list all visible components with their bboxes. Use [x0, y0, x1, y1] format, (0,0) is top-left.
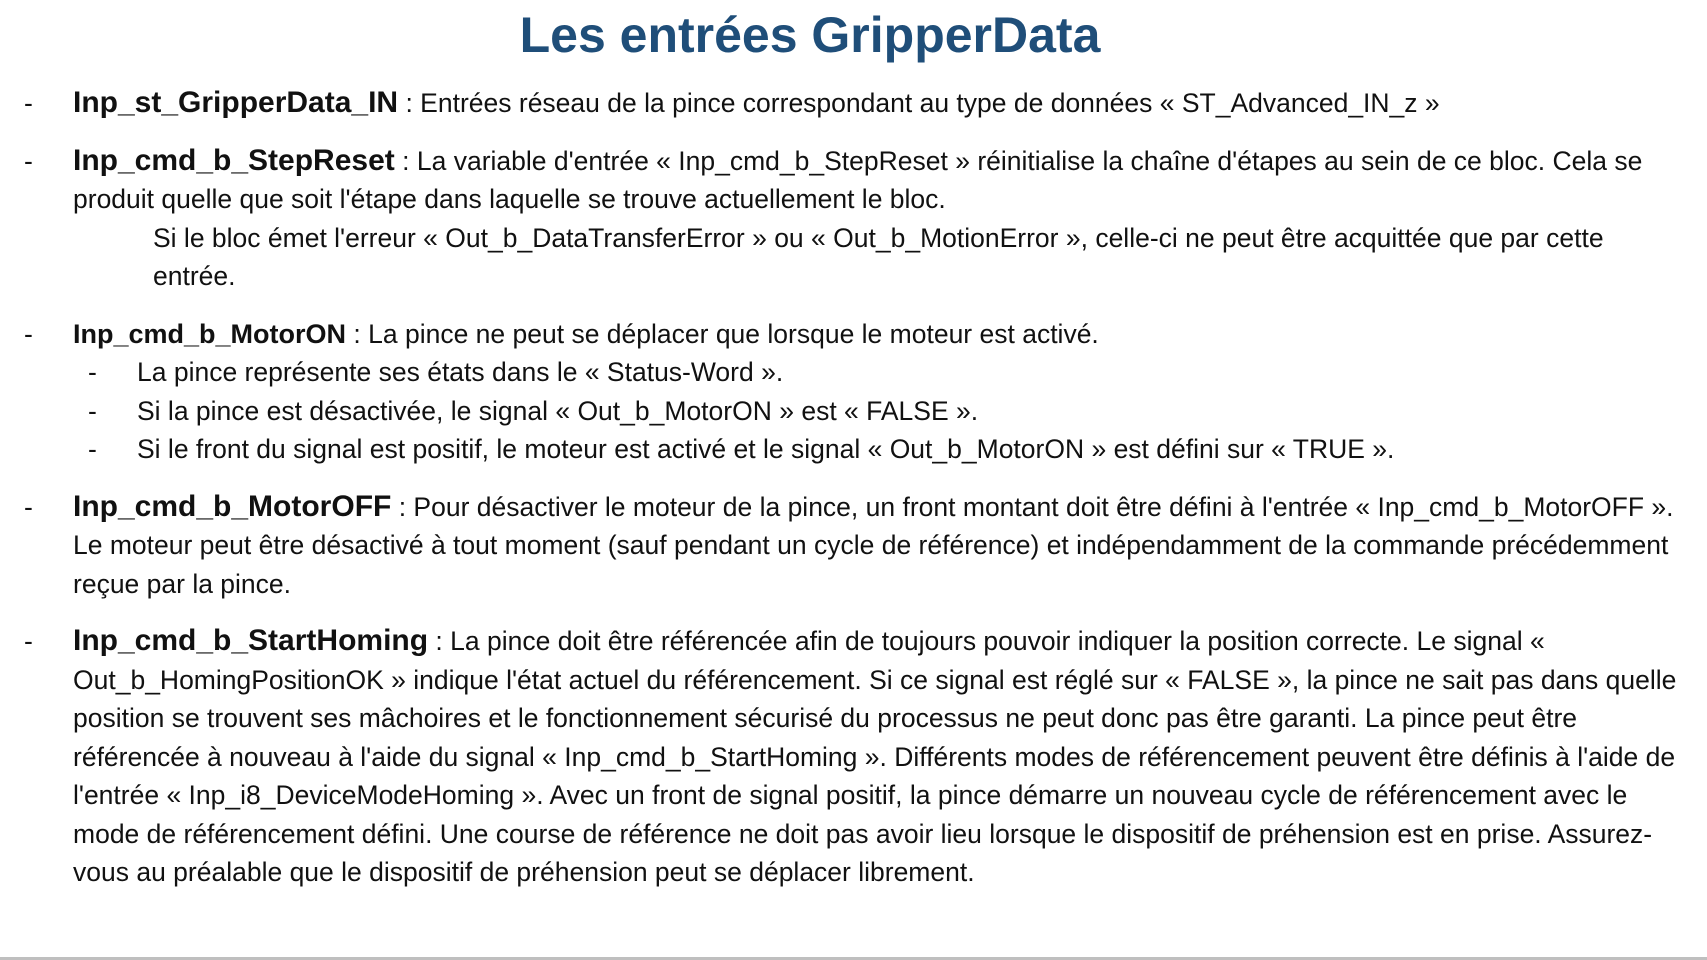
- bullet-dash: -: [24, 626, 33, 656]
- item-indented-note: Si le bloc émet l'erreur « Out_b_DataTransferError » ou « Out_b_MotionError », celle-ci ne peut être acquittée que par cette entrée.: [153, 222, 1604, 291]
- list-item-start-homing: [0, 622, 1707, 892]
- item-term: Inp_cmd_b_MotorON: [73, 318, 347, 349]
- sub-list: [73, 353, 1677, 469]
- sub-list-item: [0, 430, 1677, 469]
- item-term: Inp_cmd_b_StartHoming: [73, 624, 429, 657]
- item-description: : Entrées réseau de la pince correspondant au type de données « ST_Advanced_IN_z »: [398, 88, 1440, 118]
- bullet-dash: -: [24, 145, 33, 176]
- sub-item-text: Si le front du signal est positif, le moteur est activé et le signal « Out_b_MotorON » est défini sur « TRUE ».: [137, 434, 1395, 464]
- list-item-motor-on: [0, 315, 1707, 469]
- list-item-step-reset: [0, 142, 1707, 296]
- sub-item-text: La pince représente ses états dans le « Status-Word ».: [137, 357, 784, 387]
- page-title: Les entrées GripperData: [519, 7, 1101, 63]
- bullet-dash: -: [88, 395, 97, 426]
- item-term: Inp_cmd_b_MotorOFF: [73, 489, 392, 523]
- bullet-dash: -: [88, 434, 97, 464]
- item-term: Inp_cmd_b_StepReset: [73, 143, 395, 177]
- item-term: Inp_st_GripperData_IN: [73, 86, 399, 119]
- bullet-dash: -: [88, 357, 97, 387]
- item-description: : La pince doit être référencée afin de toujours pouvoir indiquer la position correcte. Le signal « Out_b_HomingPositionOK » indique l'état actuel du référencement. Si ce signal est réglé sur « FALSE », la pince ne sait pas dans quelle position se trouvent ses mâchoires et le fonctionnement sécurisé du processus ne peut donc pas être garanti. La pince peut être référencée à nouveau à l'aide du signal « Inp_cmd_b_StartHoming ». Différents modes de référencement peuvent être définis à l'aide de l'entrée « Inp_i8_DeviceModeHoming ». Avec un front de signal positif, la pince démarre un nouveau cycle de référencement avec le mode de référencement défini. Une course de référence ne doit pas avoir lieu lorsque le dispositif de préhension est en prise. Assurez-vous au préalable que le dispositif de préhension peut se déplacer librement.: [73, 626, 1677, 887]
- item-description: : Pour désactiver le moteur de la pince, un front montant doit être défini à l'entrée « Inp_cmd_b_MotorOFF ». Le moteur peut être désactivé à tout moment (sauf pendant un cycle de référence) et indépendamment de la commande précédemment reçue par la pince.: [73, 491, 1674, 599]
- bullet-dash: -: [24, 88, 33, 118]
- sub-item-text: Si la pince est désactivée, le signal « Out_b_MotorON » est « FALSE ».: [137, 395, 979, 426]
- inputs-list: [0, 84, 1707, 911]
- bullet-dash: -: [24, 491, 33, 522]
- list-item-gripperdata-in: [0, 84, 1707, 123]
- sub-list-item: [0, 392, 1677, 431]
- bullet-dash: -: [24, 318, 33, 349]
- list-item-motor-off: [0, 488, 1707, 604]
- item-description: : La variable d'entrée « Inp_cmd_b_StepReset » réinitialise la chaîne d'étapes au sein de ce bloc. Cela se produit quelle que soit l'étape dans laquelle se trouve actuellement le bloc.: [73, 145, 1643, 214]
- sub-list-item: [0, 353, 1677, 392]
- item-description: : La pince ne peut se déplacer que lorsque le moteur est activé.: [346, 318, 1099, 349]
